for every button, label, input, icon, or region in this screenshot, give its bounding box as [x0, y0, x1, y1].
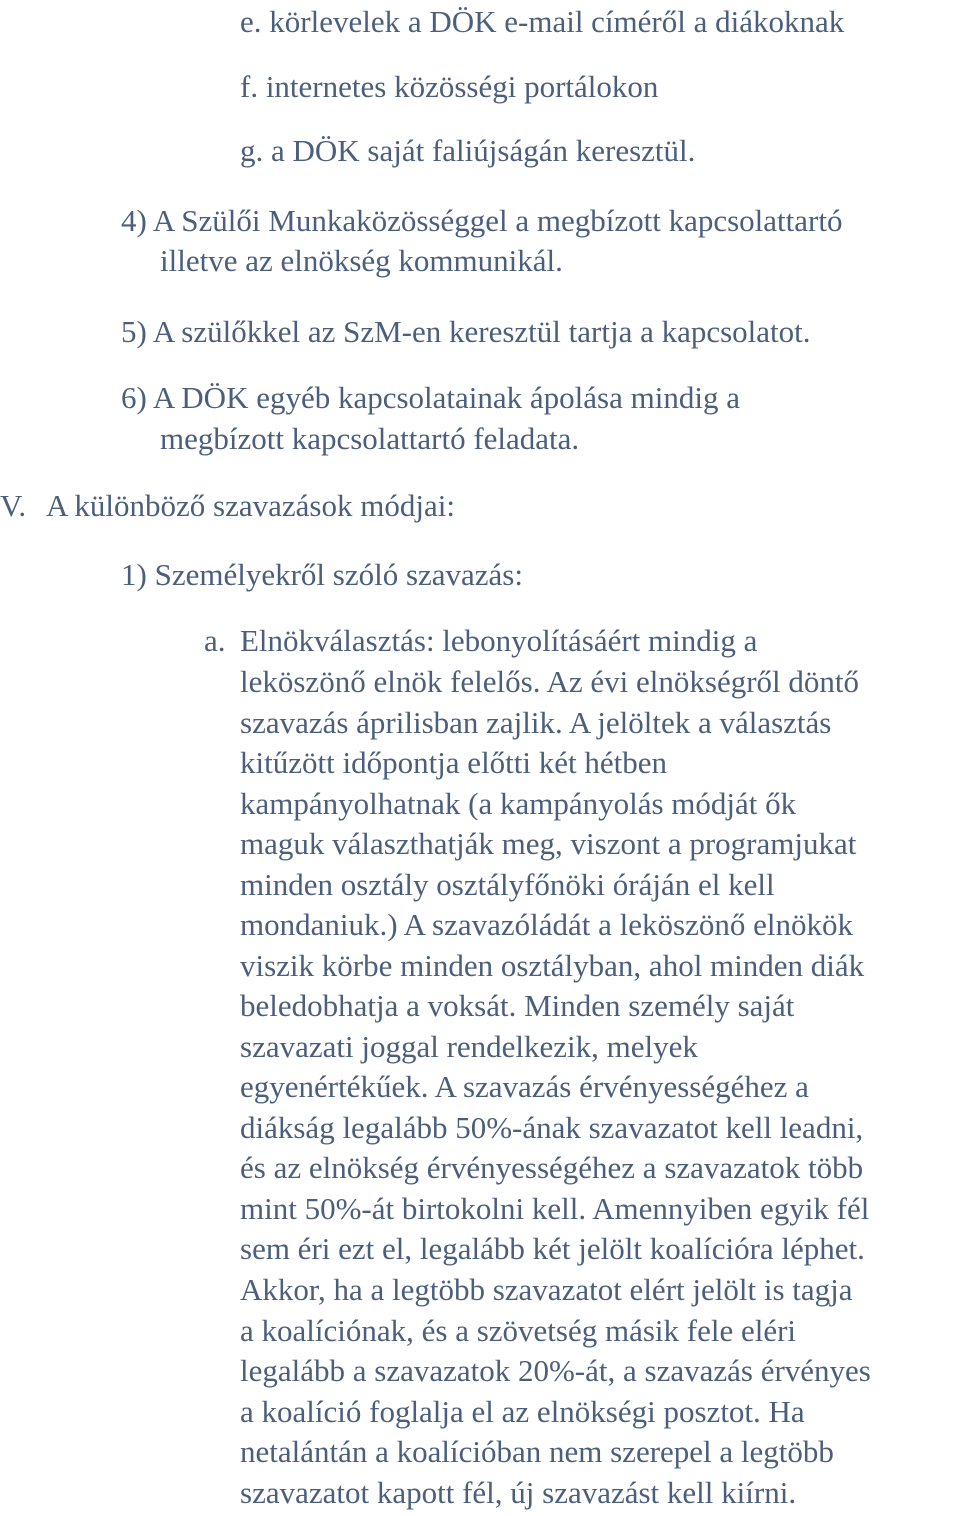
item-a-label: a. — [204, 623, 226, 658]
list-item-e: e. körlevelek a DÖK e-mail címéről a diákoknak — [240, 4, 845, 39]
paragraph-line: netalántán a koalícióban nem szerepel a legtöbb — [240, 1434, 834, 1469]
point-5: 5) A szülőkkel az SzM-en keresztül tartja a kapcsolatot. — [121, 314, 811, 349]
paragraph-line: szavazatot kapott fél, új szavazást kell kiírni. — [240, 1475, 797, 1510]
paragraph-line: a koalíciónak, és a szövetség másik fele eléri — [240, 1313, 797, 1348]
paragraph-line: beledobhatja a voksát. Minden személy saját — [240, 988, 795, 1023]
paragraph-line: mint 50%-át birtokolni kell. Amennyiben egyik fél — [240, 1191, 870, 1226]
paragraph-line: sem éri ezt el, legalább két jelölt koalícióra léphet. — [240, 1231, 865, 1266]
paragraph-line: szavazati joggal rendelkezik, melyek — [240, 1029, 698, 1064]
paragraph-line: diákság legalább 50%-ának szavazatot kell leadni, — [240, 1110, 864, 1145]
list-item-g: g. a DÖK saját faliújságán keresztül. — [240, 133, 696, 168]
point-4-line-1: 4) A Szülői Munkaközösséggel a megbízott kapcsolattartó — [121, 203, 843, 238]
point-6-line-1: 6) A DÖK egyéb kapcsolatainak ápolása mindig a — [121, 380, 740, 415]
list-item-f: f. internetes közösségi portálokon — [240, 69, 659, 104]
paragraph-line: kampányolhatnak (a kampányolás módját ők — [240, 786, 797, 821]
paragraph-line: leköszönő elnök felelős. Az évi elnökségről döntő — [240, 664, 860, 699]
paragraph-line: minden osztály osztályfőnöki óráján el kell — [240, 867, 775, 902]
paragraph-line: és az elnökség érvényességéhez a szavazatok több — [240, 1150, 864, 1185]
paragraph-line: viszik körbe minden osztályban, ahol minden diák — [240, 948, 865, 983]
paragraph-line: Akkor, ha a legtöbb szavazatot elért jelölt is tagja — [240, 1272, 853, 1307]
paragraph-line: kitűzött időpontja előtti két hétben — [240, 745, 668, 780]
paragraph-line: Elnökválasztás: lebonyolításáért mindig a — [240, 623, 758, 658]
section-v-title: A különböző szavazások módjai: — [46, 488, 455, 523]
paragraph-line: egyenértékűek. A szavazás érvényességéhez a — [240, 1069, 809, 1104]
point-6-line-2: megbízott kapcsolattartó feladata. — [160, 421, 580, 456]
section-v-subheading: 1) Személyekről szóló szavazás: — [121, 557, 523, 592]
paragraph-line: szavazás áprilisban zajlik. A jelöltek a választás — [240, 705, 832, 740]
section-v-number: V. — [0, 488, 27, 523]
point-4-line-2: illetve az elnökség kommunikál. — [160, 243, 563, 278]
paragraph-line: legalább a szavazatok 20%-át, a szavazás érvényes — [240, 1353, 871, 1388]
paragraph-line: mondaniuk.) A szavazóládát a leköszönő elnökök — [240, 907, 853, 942]
paragraph-line: maguk választhatják meg, viszont a programjukat — [240, 826, 857, 861]
paragraph-line: a koalíció foglalja el az elnökségi posztot. Ha — [240, 1394, 805, 1429]
